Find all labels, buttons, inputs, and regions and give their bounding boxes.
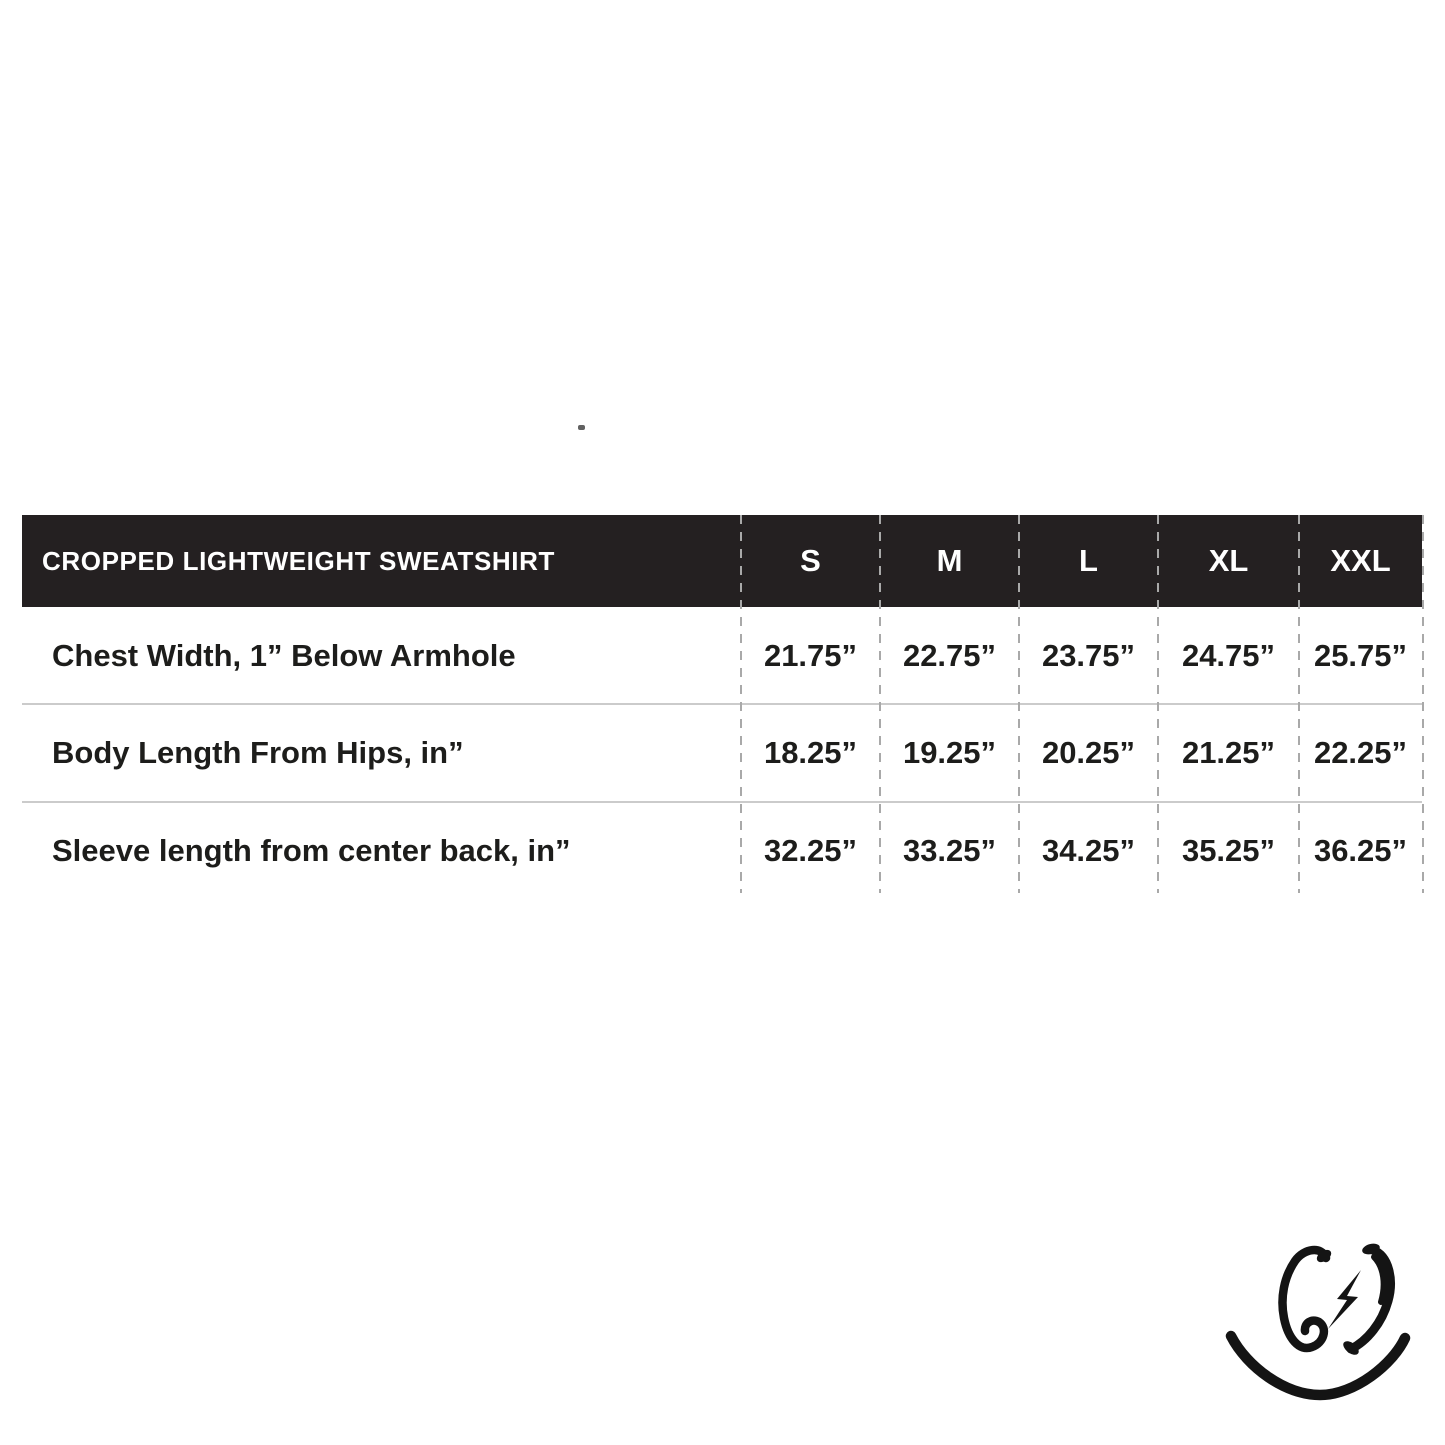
size-chart-table [22, 515, 1422, 900]
row-label: Sleeve length from center back, in” [52, 833, 571, 868]
row-divider [22, 801, 1422, 803]
size-value-l: 20.25” [1041, 735, 1136, 770]
row-label: Chest Width, 1” Below Armhole [52, 637, 516, 673]
size-value-l: 23.75” [1041, 637, 1136, 673]
size-value-s: 32.25” [763, 833, 858, 868]
table-row-body-length [22, 704, 1422, 802]
table-row-chest-width [22, 607, 1422, 704]
size-value-m: 19.25” [902, 735, 997, 770]
size-value-xl: 24.75” [1181, 637, 1276, 673]
size-column-header-m: M [936, 543, 963, 578]
size-column-header-s: S [800, 543, 821, 578]
size-value-l: 34.25” [1041, 833, 1136, 868]
size-value-m: 22.75” [902, 637, 997, 673]
table-header-row [22, 515, 1422, 607]
size-column-header-xl: XL [1208, 543, 1249, 578]
size-column-header-xxl: XXL [1330, 543, 1391, 578]
table-row-sleeve-length [22, 802, 1422, 900]
size-value-xl: 35.25” [1181, 833, 1276, 868]
column-divider-dashed [1298, 515, 1300, 893]
size-column-header-l: L [1079, 543, 1098, 578]
size-value-s: 21.75” [763, 637, 858, 673]
size-value-s: 18.25” [763, 735, 858, 770]
size-value-xxl: 22.25” [1313, 735, 1408, 770]
row-label: Body Length From Hips, in” [52, 735, 464, 770]
g-eye [1282, 1247, 1333, 1348]
speck-artifact [578, 425, 585, 430]
column-divider-dashed [740, 515, 742, 893]
lightning-bolt-icon [1328, 1270, 1361, 1329]
column-divider-dashed [879, 515, 881, 893]
column-divider-dashed [1018, 515, 1020, 893]
size-value-m: 33.25” [902, 833, 997, 868]
size-value-xl: 21.25” [1181, 735, 1276, 770]
product-title: CROPPED LIGHTWEIGHT SWEATSHIRT [42, 545, 555, 576]
row-divider [22, 703, 1422, 705]
size-value-xxl: 25.75” [1313, 637, 1408, 673]
size-value-xxl: 36.25” [1313, 833, 1408, 868]
column-divider-dashed [1422, 515, 1424, 893]
smiley-g-bolt-logo [1222, 1240, 1414, 1408]
column-divider-dashed [1157, 515, 1159, 893]
